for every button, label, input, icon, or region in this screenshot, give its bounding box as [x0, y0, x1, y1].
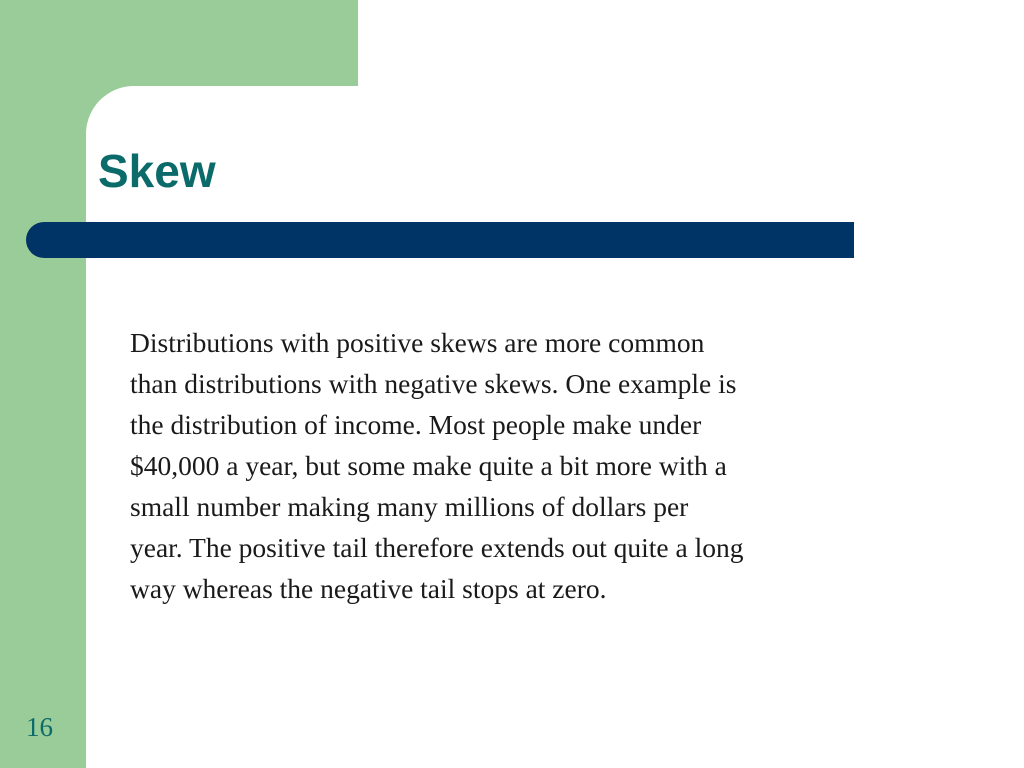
body-line: way whereas the negative tail stops at zero.	[130, 573, 607, 604]
body-line: Distributions with positive skews are more common	[130, 327, 705, 358]
slide-title: Skew	[98, 145, 216, 197]
body-line: $40,000 a year, but some make quite a bit more with a	[130, 450, 727, 481]
body-line: than distributions with negative skews. One example is	[130, 368, 737, 399]
title-underline-bar	[26, 222, 854, 258]
slide-number: 16	[26, 712, 53, 742]
slide-body-text	[130, 322, 900, 609]
body-line: year. The positive tail therefore extends out quite a long	[130, 532, 744, 563]
body-line: the distribution of income. Most people make under	[130, 409, 702, 440]
body-line: small number making many millions of dollars per	[130, 491, 689, 522]
